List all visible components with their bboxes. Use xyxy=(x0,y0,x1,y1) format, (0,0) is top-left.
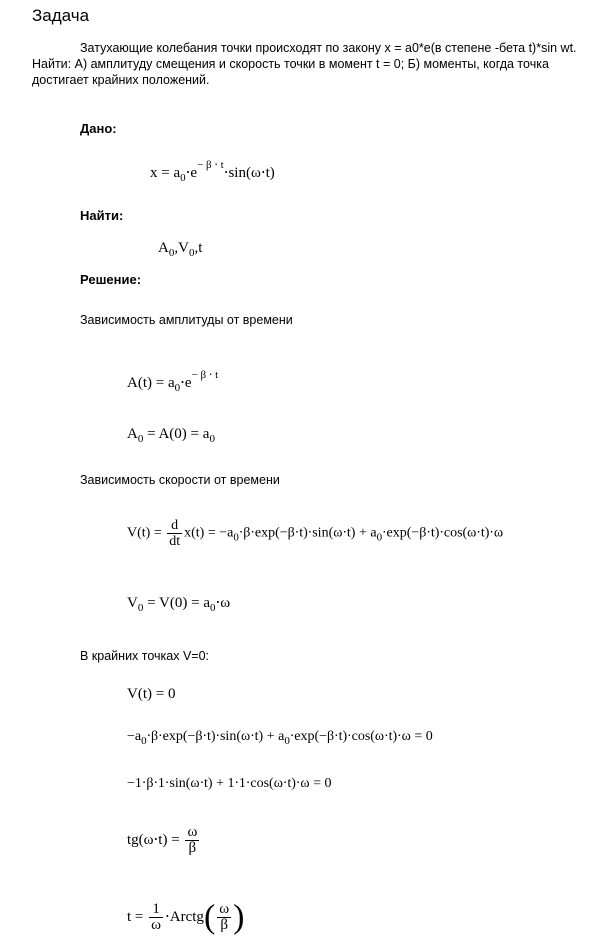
task-text: Затухающие колебания точки происходят по закону x = a0*e(в степене -бета t)*sin wt. Найти: А) амплитуду смещения и скорость точки в момент t = 0; Б) моменты, когда точка достигает крайних положений. xyxy=(32,41,577,87)
solution-label: Решение: xyxy=(80,272,142,287)
amplitude-text: Зависимость амплитуды от времени xyxy=(80,313,293,327)
velocity-equation-1: V(t) = $\frac{d}{dt}$ $x(t) = -a_0\cdot\beta\cdot\exp(-\beta\cdot t)\cdot\sin(\omega\cdot t) + a_0\cdot\exp(-\beta\cdot t)\cdot\cos(\omega\cdot t)\cdot\omega$ xyxy=(127,518,504,549)
find-equation: $A_0,V_0,t$ xyxy=(158,240,203,259)
velocity-equation-2: $V_0 = V(0) = a_0\cdot\omega$ xyxy=(127,595,231,614)
velocity-text: Зависимость скорости от времени xyxy=(80,473,280,487)
extreme-equation-1: V(t) = 0 xyxy=(127,686,176,702)
page-title: Задача xyxy=(32,6,90,25)
extreme-equation-4: tg(ω⋅t) = $\frac{\omega}{\beta}$ xyxy=(127,824,198,856)
find-label: Найти: xyxy=(80,208,124,223)
extreme-equation-3: −1⋅β⋅1⋅sin(ω⋅t) + 1⋅1⋅cos(ω⋅t)⋅ω = 0 xyxy=(127,776,332,791)
extreme-equation-2: $-a_0\cdot\beta\cdot\exp(-\beta\cdot t)\cdot\sin(\omega\cdot t) + a_0\cdot\exp(-\beta\cdot t)\cdot\cos(\omega\cdot t)\cdot\omega = 0$ xyxy=(127,729,433,747)
given-equation: $x = a_0\cdot e^{- \beta \cdot t}\cdot\sin(\omega\cdot t)$ xyxy=(150,159,275,184)
extreme-text: В крайних точках V=0: xyxy=(80,649,210,663)
amplitude-equation-2: $A_0 = A(0) = a_0$ xyxy=(127,426,215,445)
given-label: Дано: xyxy=(80,121,117,136)
extreme-equation-5: t = $\frac{1}{\omega}$ ⋅Arctg( $\frac{\omega}{\beta}$ ) xyxy=(127,898,245,936)
amplitude-equation-1: $A(t) = a_0\cdot e^{- \beta \cdot t}$ xyxy=(127,369,219,394)
